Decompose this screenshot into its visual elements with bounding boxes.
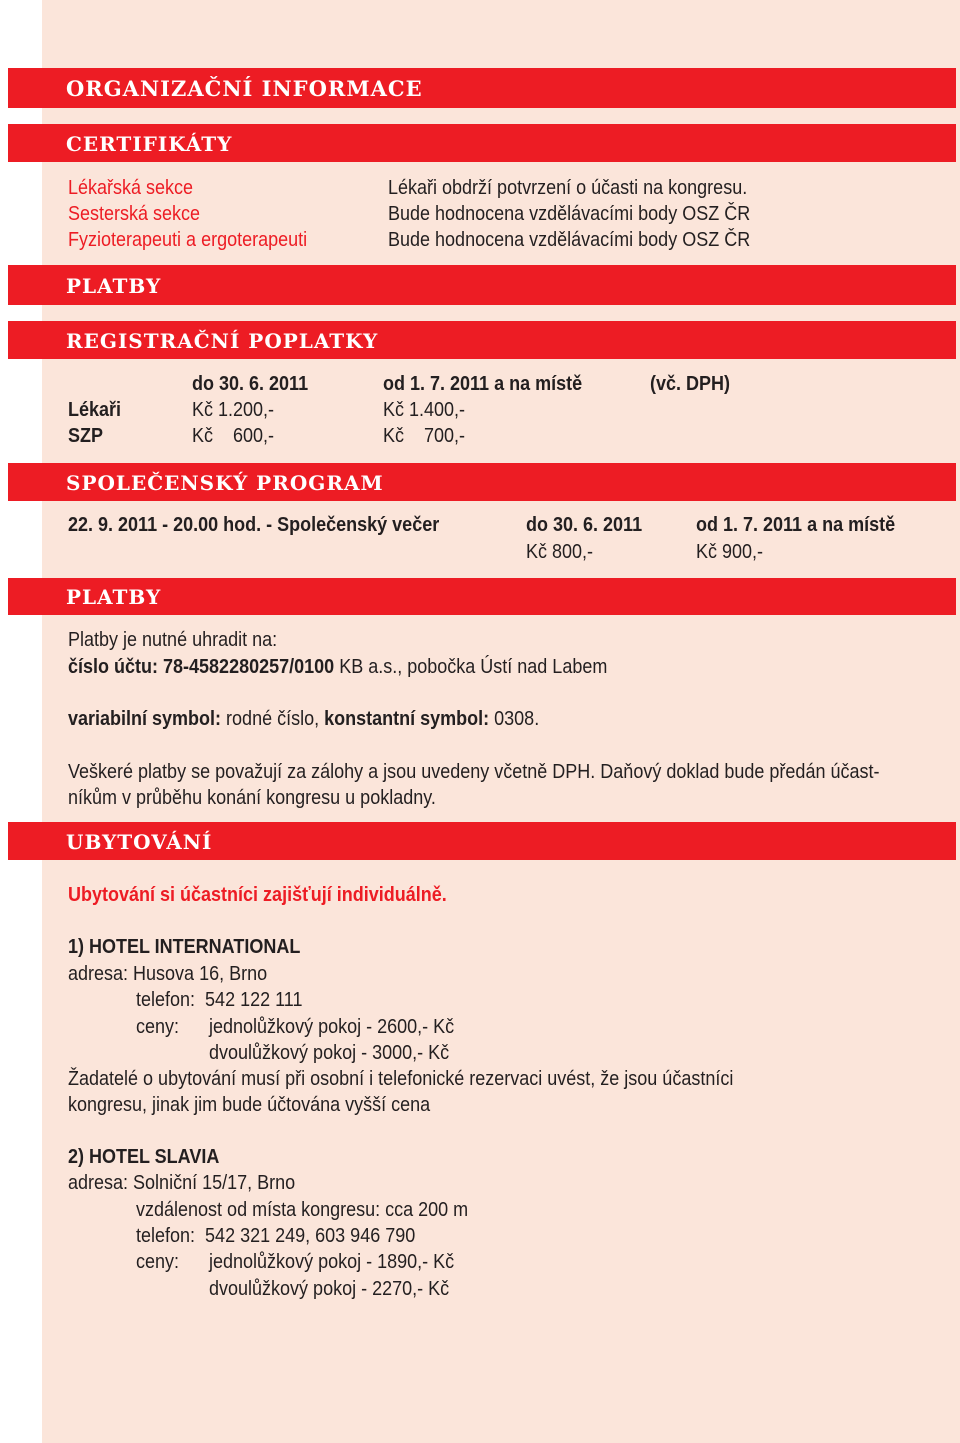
section-header-registracni-poplatky: REGISTRAČNÍ POPLATKY xyxy=(8,321,956,359)
hotel2-phone: telefon: 542 321 249, 603 946 790 xyxy=(136,1225,416,1247)
section-header-certifikaty: CERTIFIKÁTY xyxy=(8,124,956,162)
hotel1-note-line2: kongresu, jinak jim bude účtována vyšší cena xyxy=(68,1094,431,1116)
hotel2-name: 2) HOTEL SLAVIA xyxy=(68,1146,220,1168)
hotel1-price-single: jednolůžkový pokoj - 2600,- Kč xyxy=(209,1016,455,1038)
hotel1-name: 1) HOTEL INTERNATIONAL xyxy=(68,936,301,958)
fee-row-szp-late: Kč 700,- xyxy=(383,425,466,447)
fee-header-early: do 30. 6. 2011 xyxy=(192,373,309,395)
payment-vs-value: rodné číslo, xyxy=(221,708,325,730)
payment-ks-value: 0308. xyxy=(489,708,540,730)
fee-header-vat: (vč. DPH) xyxy=(650,373,731,395)
payment-vs-label: variabilní symbol: xyxy=(68,708,222,730)
accommodation-note: Ubytování si účastníci zajišťují individuálně. xyxy=(68,884,447,906)
cert-text-fyzioterapeuti: Bude hodnocena vzdělávacími body OSZ ČR xyxy=(388,229,751,251)
social-price-early: Kč 800,- xyxy=(526,541,594,563)
hotel2-distance: vzdálenost od místa kongresu: cca 200 m xyxy=(136,1199,469,1221)
social-header-late: od 1. 7. 2011 a na místě xyxy=(696,514,896,536)
fee-row-label-szp: SZP xyxy=(68,425,104,447)
hotel2-price-single: jednolůžkový pokoj - 1890,- Kč xyxy=(209,1251,455,1273)
hotel1-address: adresa: Husova 16, Brno xyxy=(68,963,268,985)
hotel1-note-line1: Žadatelé o ubytování musí při osobní i telefonické rezervaci uvést, že jsou účastníci xyxy=(68,1068,734,1090)
hotel1-price-double: dvoulůžkový pokoj - 3000,- Kč xyxy=(209,1042,450,1064)
section-header-ubytovani: UBYTOVÁNÍ xyxy=(8,822,956,860)
fee-row-szp-early: Kč 600,- xyxy=(192,425,275,447)
cert-label-fyzioterapeuti: Fyzioterapeuti a ergoterapeuti xyxy=(68,229,308,251)
section-header-platby: PLATBY xyxy=(8,265,956,305)
hotel2-price-double: dvoulůžkový pokoj - 2270,- Kč xyxy=(209,1278,450,1300)
payment-intro: Platby je nutné uhradit na: xyxy=(68,629,278,651)
payment-account-bank: KB a.s., pobočka Ústí nad Labem xyxy=(334,656,608,678)
payment-note-line2: níkům v průběhu konání kongresu u pokladny. xyxy=(68,787,436,809)
hotel1-phone: telefon: 542 122 111 xyxy=(136,989,303,1011)
hotel2-address: adresa: Solniční 15/17, Brno xyxy=(68,1172,296,1194)
payment-note-line1: Veškeré platby se považují za zálohy a jsou uvedeny včetně DPH. Daňový doklad bude předán účast- xyxy=(68,761,880,783)
fee-row-lekari-late: Kč 1.400,- xyxy=(383,399,466,421)
social-event-title: 22. 9. 2011 - 20.00 hod. - Společenský večer xyxy=(68,514,440,536)
hotel2-prices-label: ceny: xyxy=(136,1251,180,1273)
cert-label-lekarska: Lékařská sekce xyxy=(68,177,194,199)
social-price-late: Kč 900,- xyxy=(696,541,764,563)
fee-row-lekari-early: Kč 1.200,- xyxy=(192,399,275,421)
fee-row-label-lekari: Lékaři xyxy=(68,399,122,421)
cert-text-sesterska: Bude hodnocena vzdělávacími body OSZ ČR xyxy=(388,203,751,225)
social-header-early: do 30. 6. 2011 xyxy=(526,514,643,536)
section-header-organizacni: ORGANIZAČNÍ INFORMACE xyxy=(8,68,956,108)
payment-account-label: číslo účtu: 78-4582280257/0100 xyxy=(68,656,335,678)
cert-label-sesterska: Sesterská sekce xyxy=(68,203,201,225)
payment-account-line xyxy=(68,655,607,679)
payment-symbols-line xyxy=(68,707,539,731)
fee-header-late: od 1. 7. 2011 a na místě xyxy=(383,373,583,395)
hotel1-prices-label: ceny: xyxy=(136,1016,180,1038)
payment-ks-label: konstantní symbol: xyxy=(324,708,490,730)
cert-text-lekarska: Lékaři obdrží potvrzení o účasti na kongresu. xyxy=(388,177,748,199)
section-header-spolecensky-program: SPOLEČENSKÝ PROGRAM xyxy=(8,463,956,501)
section-header-platby-2: PLATBY xyxy=(8,578,956,615)
